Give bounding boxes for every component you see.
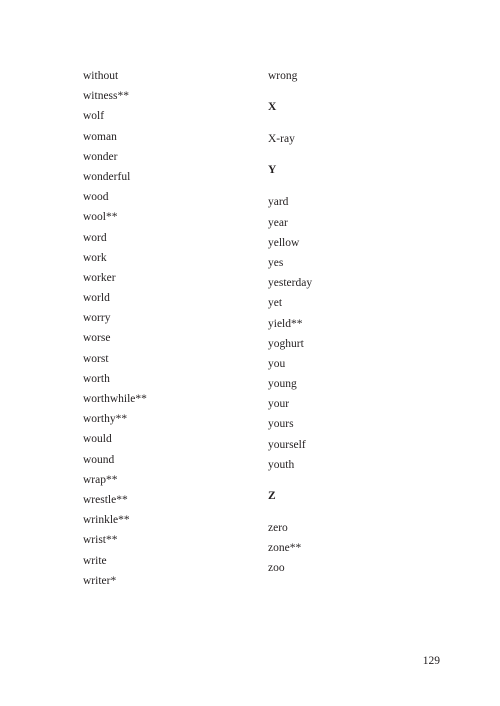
word-entry: yours	[268, 418, 294, 431]
letter-heading: X	[268, 101, 277, 114]
word-entry: wrap**	[83, 473, 118, 486]
word-entry: your	[268, 398, 290, 411]
word-entry: young	[268, 378, 297, 391]
word-entry: word	[83, 231, 107, 244]
word-entry: world	[83, 292, 110, 305]
word-entry: zero	[268, 522, 288, 534]
word-entry: zoo	[268, 562, 285, 575]
word-list-left-column	[83, 66, 243, 591]
word-entry: wrinkle**	[83, 514, 130, 527]
word-entry: wood	[83, 191, 109, 204]
word-entry: worthwhile**	[83, 393, 147, 405]
word-entry: yet	[268, 297, 283, 310]
word-entry: wonderful	[83, 170, 131, 183]
word-list-right-column	[268, 66, 428, 579]
word-entry: worth	[83, 372, 110, 385]
word-entry: yoghurt	[268, 337, 304, 350]
word-entry: wool**	[83, 211, 118, 224]
page-number: 129	[422, 655, 440, 667]
word-entry: worry	[83, 312, 111, 325]
word-entry: worker	[83, 271, 116, 284]
letter-heading: Y	[268, 164, 277, 177]
word-entry: wrong	[268, 70, 298, 82]
word-entry: zone**	[268, 542, 302, 555]
word-entry: yesterday	[268, 277, 313, 290]
word-entry: wolf	[83, 110, 105, 123]
word-entry: yield**	[268, 317, 303, 330]
word-entry: wrist**	[83, 534, 118, 547]
word-entry: work	[83, 251, 107, 264]
word-entry: witness**	[83, 90, 129, 103]
word-entry: wonder	[83, 150, 118, 163]
word-entry: X-ray	[268, 133, 295, 146]
word-entry: year	[268, 216, 288, 229]
word-entry: worthy**	[83, 413, 128, 426]
word-entry: writer*	[83, 574, 117, 587]
word-entry: yellow	[268, 236, 300, 249]
word-entry: yourself	[268, 438, 306, 451]
word-entry: worse	[83, 332, 111, 345]
word-entry: worst	[83, 352, 109, 365]
letter-heading: Z	[268, 490, 276, 502]
word-entry: wound	[83, 453, 115, 466]
word-entry: youth	[268, 458, 295, 471]
word-entry: without	[83, 70, 119, 82]
word-entry: yard	[268, 196, 289, 209]
word-entry: write	[83, 554, 107, 567]
word-entry: wrestle**	[83, 493, 128, 506]
word-entry: woman	[83, 130, 117, 143]
word-entry: yes	[268, 256, 284, 269]
word-entry: would	[83, 433, 112, 446]
word-entry: you	[268, 357, 286, 370]
